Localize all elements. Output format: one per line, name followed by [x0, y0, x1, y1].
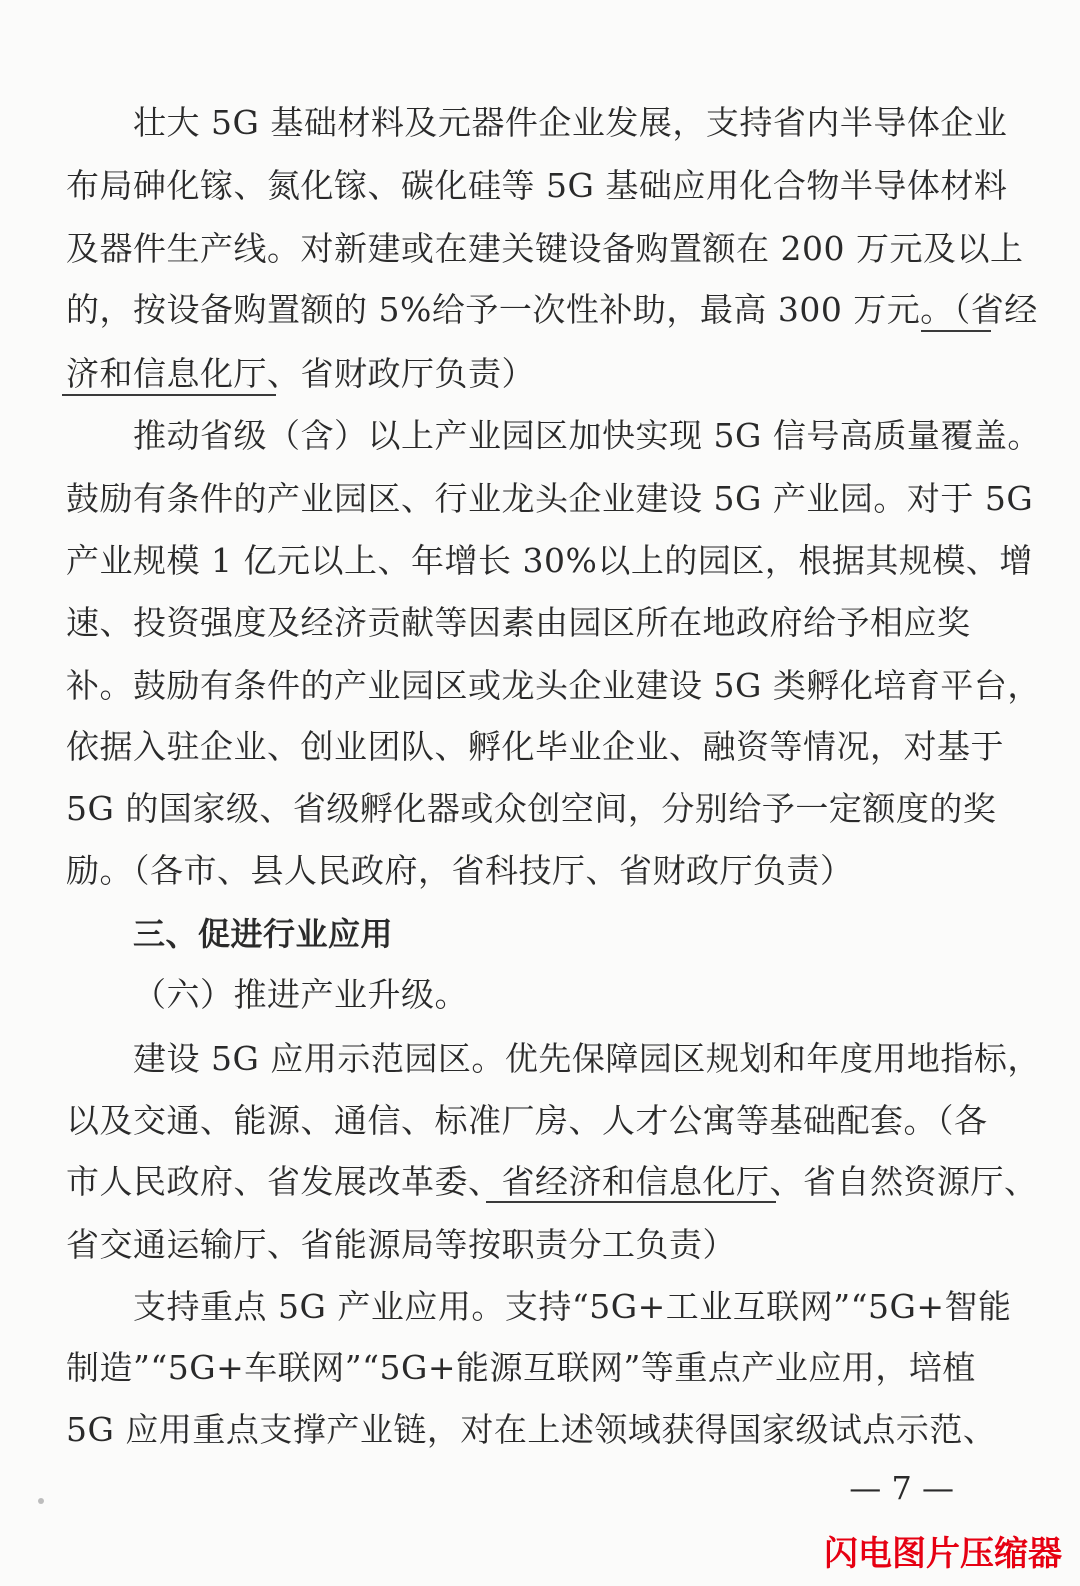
- text-line: 壮大 5G 基础材料及元器件企业发展，支持省内半导体企业: [133, 103, 1008, 142]
- page-number: — 7 —: [849, 1469, 954, 1507]
- text-line: 省交通运输厅、省能源局等按职责分工负责）: [66, 1225, 736, 1264]
- handwritten-underline: [921, 330, 991, 332]
- text-line: 支持重点 5G 产业应用。支持“5G+工业互联网”“5G+智能: [133, 1287, 1012, 1326]
- text-line: 济和信息化厅、省财政厅负责）: [66, 354, 535, 393]
- text-line: 布局砷化镓、氮化镓、碳化硅等 5G 基础应用化合物半导体材料: [66, 166, 1008, 205]
- handwritten-underline: [62, 394, 276, 396]
- text-line: 推动省级（含）以上产业园区加快实现 5G 信号高质量覆盖。: [133, 416, 1041, 455]
- text-line: 依据入驻企业、创业团队、孵化毕业企业、融资等情况，对基于: [66, 727, 1004, 766]
- text-line: 5G 应用重点支撑产业链，对在上述领域获得国家级试点示范、: [66, 1410, 997, 1449]
- text-line: 市人民政府、省发展改革委、省经济和信息化厅、省自然资源厅、: [66, 1162, 1038, 1201]
- handwritten-underline: [486, 1201, 776, 1203]
- section-heading: 三、促进行业应用: [133, 915, 394, 953]
- text-line: 的，按设备购置额的 5%给予一次性补助，最高 300 万元。（省经: [66, 290, 1038, 329]
- text-line: 鼓励有条件的产业园区、行业龙头企业建设 5G 产业园。对于 5G: [66, 479, 1034, 518]
- scan-speck: [38, 1498, 44, 1504]
- text-line: 5G 的国家级、省级孵化器或众创空间，分别给予一定额度的奖: [66, 789, 997, 828]
- text-line: 及器件生产线。对新建或在建关键设备购置额在 200 万元及以上: [66, 229, 1024, 268]
- text-line: 建设 5G 应用示范园区。优先保障园区规划和年度用地指标，: [133, 1039, 1041, 1078]
- subsection-heading: （六）推进产业升级。: [133, 975, 468, 1014]
- text-line: 产业规模 1 亿元以上、年增长 30%以上的园区，根据其规模、增: [66, 541, 1033, 580]
- text-line: 励。（各市、县人民政府，省科技厅、省财政厅负责）: [66, 851, 854, 890]
- text-line: 制造”“5G+车联网”“5G+能源互联网”等重点产业应用，培植: [66, 1348, 976, 1387]
- watermark-logo: 闪电图片压缩器: [824, 1534, 1062, 1574]
- text-line: 速、投资强度及经济贡献等因素由园区所在地政府给予相应奖: [66, 603, 971, 642]
- text-line: 补。鼓励有条件的产业园区或龙头企业建设 5G 类孵化培育平台，: [66, 666, 1041, 705]
- text-line: 以及交通、能源、通信、标准厂房、人才公寓等基础配套。（各: [66, 1101, 988, 1140]
